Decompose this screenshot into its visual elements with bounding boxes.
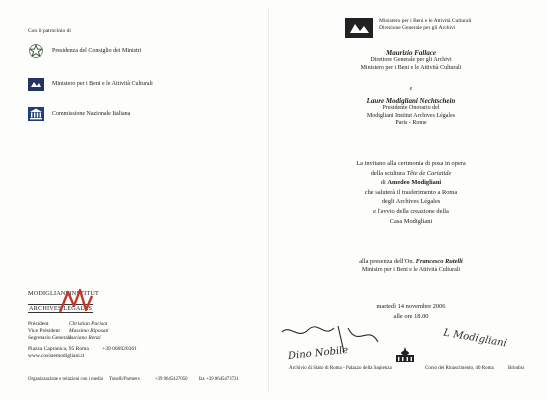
- presence-line: [290, 257, 532, 267]
- press-label: Organizzazione e relazioni con i media: [28, 377, 103, 382]
- ministry-header-line2: Direzione Generale per gli Archivi: [379, 25, 456, 31]
- host-line: Presidente Onorario del: [382, 105, 440, 111]
- patron-label: Commissione Nazionale Italiana: [52, 111, 131, 117]
- invitation-text: [290, 159, 532, 226]
- sculpture-title: Tête de Cariatide: [406, 169, 452, 177]
- presence-prefix: alla presenza dell'On.: [359, 258, 415, 265]
- conjunction: e: [409, 86, 413, 92]
- presence-role: Ministro per i Beni e le Attività Culturali: [361, 266, 461, 273]
- event-datetime: [290, 302, 532, 321]
- institute-logo-line1: MODIGLIANI INSTITUT: [28, 290, 99, 297]
- press-agency: Tonelli/Partners: [109, 377, 140, 382]
- venue-archive: Archivio di Stato di Roma - Palazzo della Sapienza: [289, 366, 392, 371]
- institute-logo-line2: ARCHIVES LÉGALES: [29, 305, 93, 312]
- host-name: Maurizio Fallace: [386, 49, 436, 57]
- ministry-logo-icon: [345, 18, 373, 38]
- event-date: martedì 14 novembre 2006: [376, 303, 446, 310]
- minister-name: Francesco Rutelli: [415, 258, 463, 265]
- signature-left: Dino Nobile: [287, 344, 349, 363]
- staff-president: [28, 321, 107, 327]
- staff-name: Christian Parisot: [69, 321, 108, 327]
- italian-republic-emblem-icon: [28, 44, 44, 58]
- institute-phone: +39 066920361: [102, 346, 137, 352]
- institute-website[interactable]: www.cosistemodigliani.it: [28, 353, 85, 359]
- venue-address: Corso del Rinascimento, 40 Roma: [425, 366, 494, 371]
- invitation-prefix: della scultura: [370, 169, 405, 177]
- patron-presidenza: [28, 44, 141, 58]
- patronage-title: Con il patrocinio di: [28, 28, 71, 34]
- staff-role: Segretario Generale: [28, 335, 72, 341]
- staff-role: Président: [28, 321, 49, 327]
- host-1: [290, 49, 532, 72]
- page-fold: [268, 8, 269, 392]
- signature-right: L Modigliani: [442, 327, 508, 350]
- event-time: alle ore 18.00: [393, 312, 429, 320]
- host-line: Ministero per i Beni e le Attività Culturali: [360, 64, 462, 71]
- artist-name: Amedeo Modigliani: [387, 179, 442, 187]
- venue-brindisi: Brindisi: [508, 366, 525, 371]
- staff-name: Luciano Renzi: [69, 335, 101, 341]
- ministry-seal-icon: [28, 77, 44, 91]
- host-name: Laure Modigliani Nechtschein: [366, 97, 456, 105]
- palazzo-sapienza-icon: [394, 346, 416, 364]
- patron-unesco: [28, 107, 130, 121]
- press-tel: +39 0645427050: [154, 377, 188, 382]
- ministry-header: [345, 18, 471, 38]
- host-line: Modigliani Institut Archives Légales: [366, 112, 456, 119]
- staff-role: Vice Président: [28, 328, 60, 334]
- institute-address: Piazza Capranica, 95 Roma: [28, 346, 89, 352]
- press-contacts: [28, 377, 239, 382]
- staff-name: Massimo Riposati: [69, 328, 109, 334]
- staff-secretary: [28, 335, 101, 341]
- invitation-prefix: di: [380, 179, 386, 187]
- host-line: Direttore Generale per gli Archivi: [370, 57, 452, 63]
- institute-logo-mark-icon: [58, 288, 98, 314]
- patron-ministero: [28, 77, 153, 91]
- institute-address-line: [28, 346, 137, 353]
- invitation-line: e l'avvio della creazione della: [373, 207, 449, 215]
- host-line: Paris - Rome: [395, 120, 427, 127]
- invitation-line: [290, 178, 532, 188]
- presence: [290, 257, 532, 274]
- host-2: [290, 97, 532, 128]
- staff-vice-president: [28, 328, 109, 334]
- invitation-line: degli Archives Légales: [381, 198, 441, 206]
- patron-label: Ministero per i Beni e le Attività Culturali: [52, 81, 153, 87]
- unesco-temple-icon: [28, 107, 44, 121]
- institute-logo: [28, 290, 148, 316]
- patron-label: Presidenza del Consiglio dei Ministri: [52, 48, 142, 54]
- invitation-line: [290, 169, 532, 179]
- ministry-header-line1: Ministero per i Beni e le Attività Culturali: [379, 18, 472, 24]
- press-fax: fax +39 0645473731: [198, 377, 239, 382]
- invitation-line: La invitano alla cerimonia di posa in opera: [356, 160, 466, 167]
- invitation-line: che saluterà il trasferimento a Roma: [364, 188, 458, 196]
- invitation-line: Casa Modigliani: [389, 217, 433, 225]
